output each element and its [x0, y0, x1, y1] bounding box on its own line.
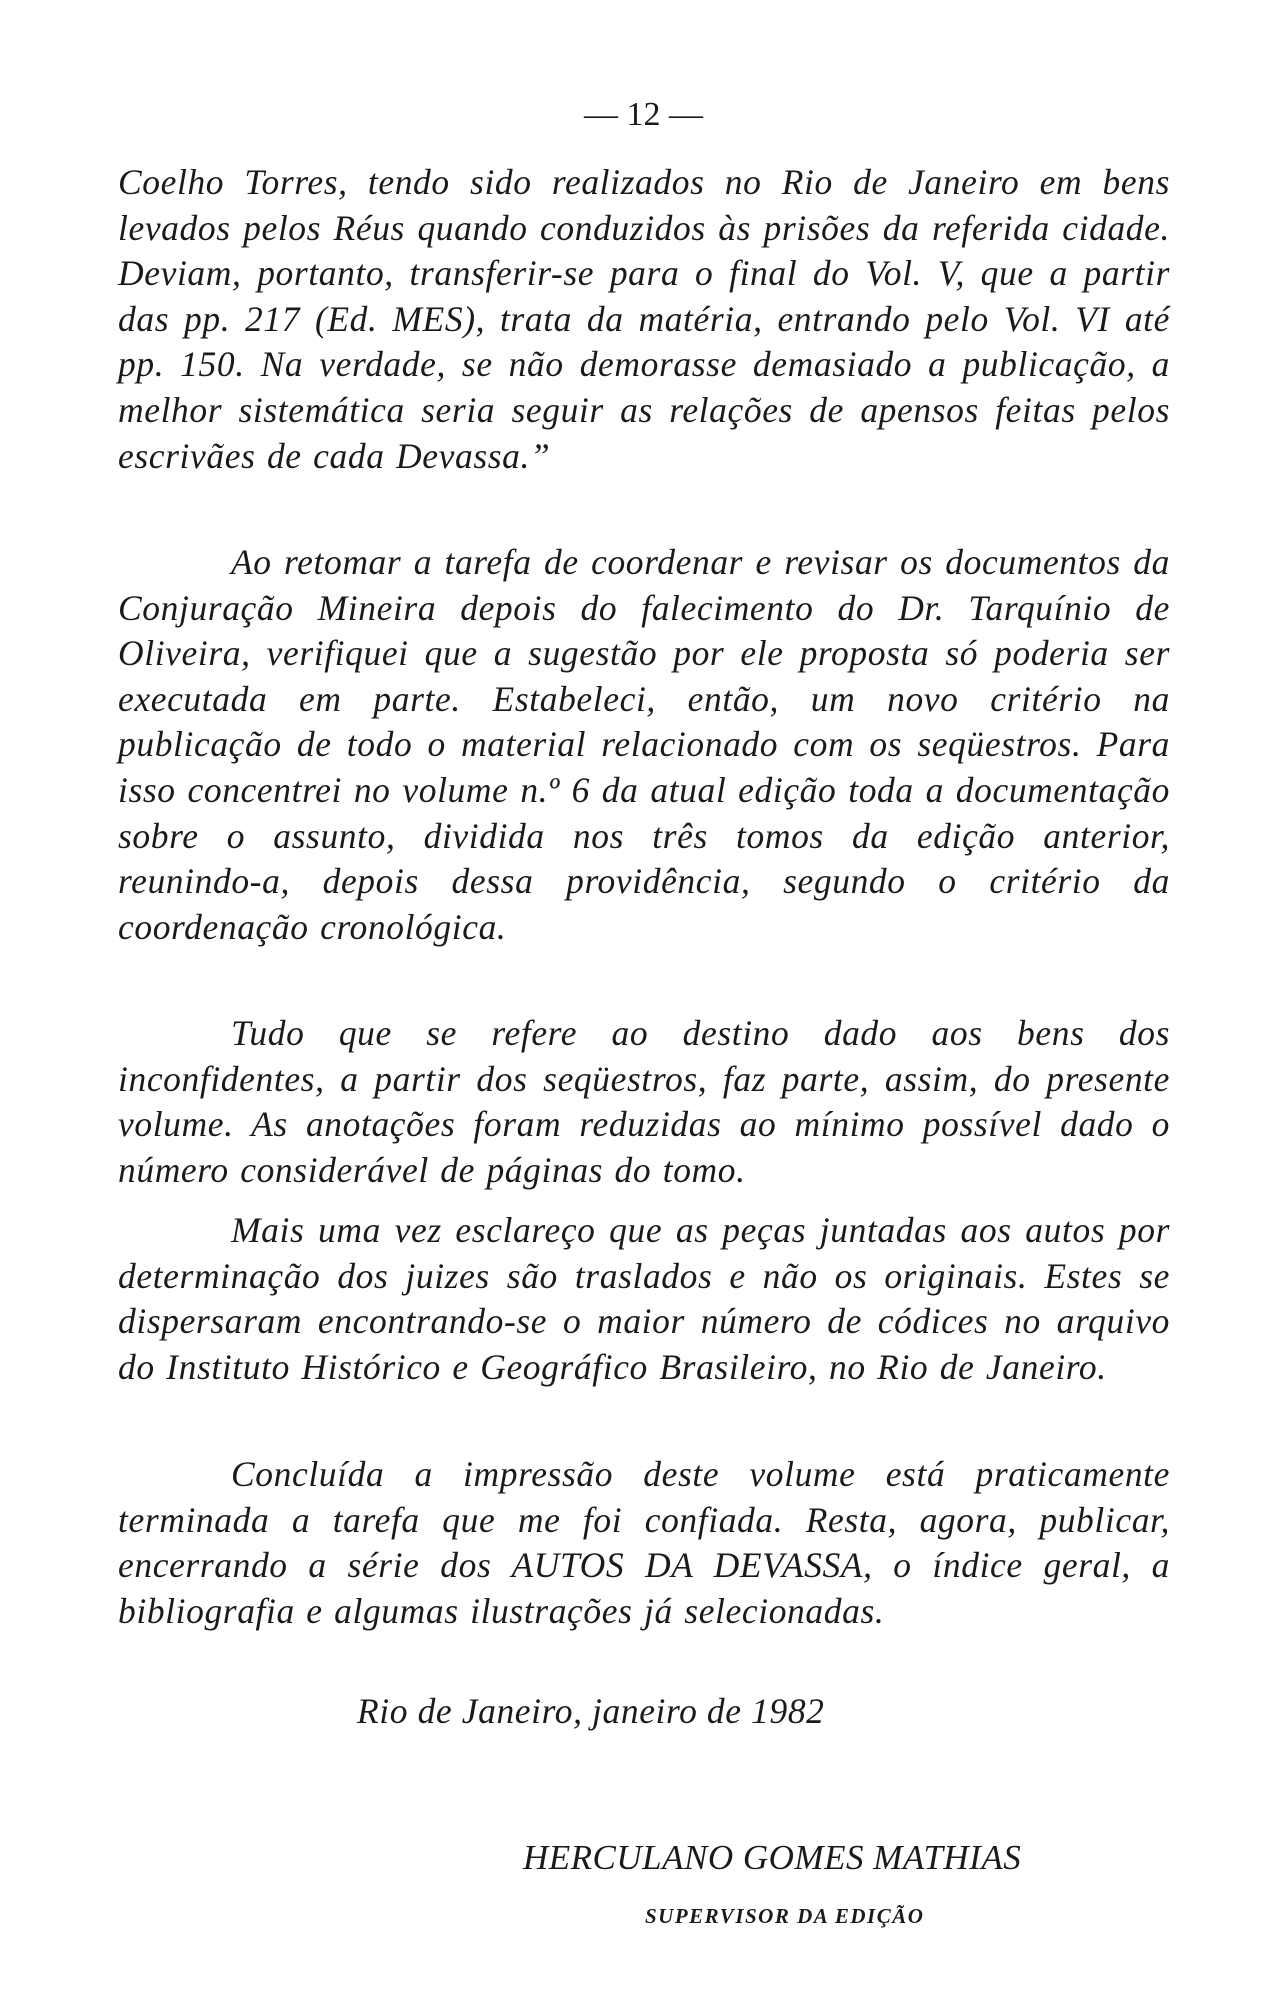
signer-title: SUPERVISOR DA EDIÇÃO	[645, 1904, 925, 1928]
place-date: Rio de Janeiro, janeiro de 1982	[357, 1691, 825, 1731]
paragraph-5	[118, 1452, 1170, 1634]
page-number: — 12 —	[584, 96, 703, 133]
signer-name: HERCULANO GOMES MATHIAS	[523, 1838, 1022, 1877]
paragraph-1	[118, 160, 1170, 479]
paragraph-5-text: Concluída a impressão deste volume está praticamente terminada a tarefa que me foi confiada. Resta, agora, publicar, encerrando a série dos AUTOS DA DEVASSA, o índice geral, a bibliografia e algumas ilustrações já selecionadas.	[118, 1454, 1170, 1631]
paragraph-2	[118, 540, 1170, 950]
paragraph-1-text: Coelho Torres, tendo sido realizados no Rio de Janeiro em bens levados pelos Réus quando conduzidos às prisões da referida cidade. Deviam, portanto, transferir-se para o final do Vol. V, que a partir das pp. 217 (Ed. MES), trata da matéria, entrando pelo Vol. VI até pp. 150. Na verdade, se não demorasse demasiado a publicação, a melhor sistemática seria seguir as relações de apensos feitas pelos escrivães de cada Devassa.”	[118, 162, 1170, 476]
paragraph-4	[118, 1208, 1170, 1390]
paragraph-2-text: Ao retomar a tarefa de coordenar e revisar os documentos da Conjuração Mineira depois do falecimento do Dr. Tarquínio de Oliveira, verifiquei que a sugestão por ele proposta só poderia ser executada em parte. Estabeleci, então, um novo critério na publicação de todo o material relacionado com os seqüestros. Para isso concentrei no volume n.º 6 da atual edição toda a documentação sobre o assunto, dividida nos três tomos da edição anterior, reunindo-a, depois dessa providência, segundo o critério da coordenação cronológica.	[118, 542, 1170, 947]
paragraph-4-text: Mais uma vez esclareço que as peças juntadas aos autos por determinação dos juizes são traslados e não os originais. Estes se dispersaram encontrando-se o maior número de códices no arquivo do Instituto Histórico e Geográfico Brasileiro, no Rio de Janeiro.	[118, 1210, 1170, 1387]
paragraph-3	[118, 1011, 1170, 1193]
paragraph-3-text: Tudo que se refere ao destino dado aos bens dos inconfidentes, a partir dos seqüestros, faz parte, assim, do presente volume. As anotações foram reduzidas ao mínimo possível dado o número considerável de páginas do tomo.	[118, 1013, 1170, 1190]
